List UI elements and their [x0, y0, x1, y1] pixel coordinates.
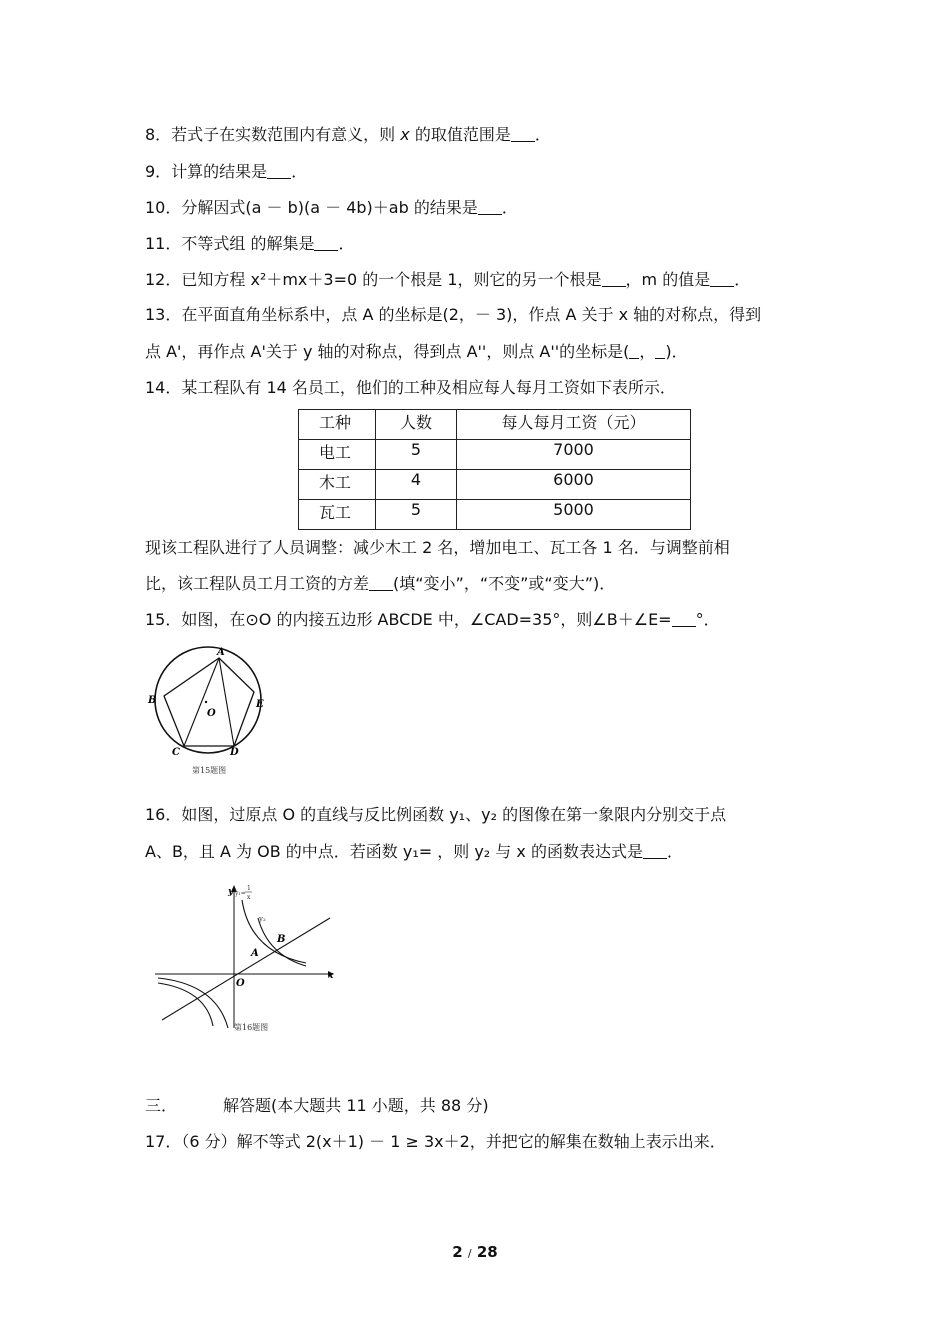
- pentagon-abcde: [164, 658, 254, 746]
- question-9: 9．计算的结果是 ．: [145, 162, 308, 181]
- page-separator: /: [467, 1247, 472, 1260]
- label-e: E: [256, 699, 264, 710]
- answer-blank[interactable]: [267, 162, 291, 179]
- question-16-line2: A、B，且 A 为 OB 的中点．若函数 y₁= ，则 y₂ 与 x 的函数表达式是 ．: [145, 842, 683, 861]
- label-y1-num: 1: [247, 885, 251, 892]
- label-o: O: [207, 708, 216, 719]
- page-current: 2: [452, 1243, 463, 1261]
- label-y: y: [228, 887, 234, 897]
- table-cell: 4: [376, 470, 457, 500]
- label-x: x: [328, 971, 334, 981]
- segment-ac: [184, 658, 219, 746]
- question-14-line2: 现该工程队进行了人员调整：减少木工 2 名，增加电工、瓦工各 1 名．与调整前相: [145, 538, 730, 557]
- question-10: 10．分解因式(a － b)(a － 4b)＋ab 的结果是 ．: [145, 198, 518, 217]
- figure-caption: 第16题图: [234, 1023, 269, 1032]
- answer-blank[interactable]: [478, 198, 502, 215]
- question-12: 12．已知方程 x²＋mx＋3=0 的一个根是 1，则它的另一个根是 ，m 的值是 ．: [145, 270, 751, 289]
- answer-blank[interactable]: [602, 270, 626, 287]
- table-cell: 5000: [457, 500, 691, 530]
- question-14-line3: 比，该工程队员工月工资的方差 (填“变小”，“不变”或“变大”)．: [145, 574, 616, 593]
- label-y1-den: x: [247, 894, 251, 901]
- label-o: O: [236, 978, 245, 989]
- question-17: 17．（6 分）解不等式 2(x＋1) － 1 ≥ 3x＋2，并把它的解集在数轴上表示出来．: [145, 1132, 726, 1151]
- table-header: 工种: [299, 410, 376, 440]
- label-a: A: [251, 948, 259, 959]
- wage-table: [298, 409, 691, 530]
- answer-blank[interactable]: [643, 842, 667, 859]
- label-c: C: [172, 747, 180, 758]
- question-8: 8．若式子在实数范围内有意义，则 x 的取值范围是 ．: [145, 125, 551, 144]
- label-b: B: [148, 695, 157, 706]
- curve-y1-q3: [158, 983, 213, 1026]
- answer-blank[interactable]: [655, 342, 665, 359]
- figure-caption: 第15题图: [192, 766, 227, 775]
- answer-blank[interactable]: [629, 342, 639, 359]
- answer-blank[interactable]: [710, 270, 734, 287]
- question-13-line1: 13．在平面直角坐标系中，点 A 的坐标是(2，－ 3)，作点 A 关于 x 轴的对称点，得到: [145, 305, 762, 324]
- table-header: 每人每月工资（元）: [457, 410, 691, 440]
- answer-blank[interactable]: [314, 234, 338, 251]
- answer-blank[interactable]: [369, 574, 393, 591]
- question-11: 11．不等式组 的解集是 ．: [145, 234, 355, 253]
- label-a: A: [217, 647, 225, 658]
- question-15: 15．如图，在⊙O 的内接五边形 ABCDE 中，∠CAD=35°，则∠B＋∠E= °．: [145, 610, 720, 629]
- section-3-heading: 三． 解答题(本大题共 11 小题，共 88 分): [145, 1096, 489, 1115]
- table-row: [299, 440, 691, 470]
- table-cell: 电工: [299, 440, 376, 470]
- table-cell: 5: [376, 500, 457, 530]
- answer-blank[interactable]: [672, 610, 696, 627]
- circle-o: [155, 647, 261, 753]
- page-total: 28: [476, 1243, 498, 1261]
- table-row: [299, 470, 691, 500]
- table-cell: 瓦工: [299, 500, 376, 530]
- page-number: [0, 1243, 950, 1261]
- label-d: D: [230, 747, 239, 758]
- question-16-line1: 16．如图，过原点 O 的直线与反比例函数 y₁、y₂ 的图像在第一象限内分别交于点: [145, 805, 727, 824]
- label-y1-eq: y₁=: [235, 890, 246, 897]
- table-cell: 5: [376, 440, 457, 470]
- pentagon-figure: [140, 645, 280, 780]
- table-cell: 木工: [299, 470, 376, 500]
- label-y2: y₂: [259, 915, 266, 923]
- hyperbola-figure: [150, 880, 340, 1035]
- answer-blank[interactable]: [511, 125, 535, 142]
- table-header-row: [299, 410, 691, 440]
- question-14-intro: 14．某工程队有 14 名员工，他们的工种及相应每人每月工资如下表所示．: [145, 378, 676, 397]
- center-dot: [205, 701, 207, 703]
- line-through-origin: [162, 918, 330, 1020]
- table-header: 人数: [376, 410, 457, 440]
- table-row: [299, 500, 691, 530]
- table-cell: 7000: [457, 440, 691, 470]
- question-13-line2: 点 A'，再作点 A'关于 y 轴的对称点，得到点 A''，则点 A''的坐标是( ， )．: [145, 342, 688, 361]
- table-cell: 6000: [457, 470, 691, 500]
- label-b: B: [277, 934, 286, 945]
